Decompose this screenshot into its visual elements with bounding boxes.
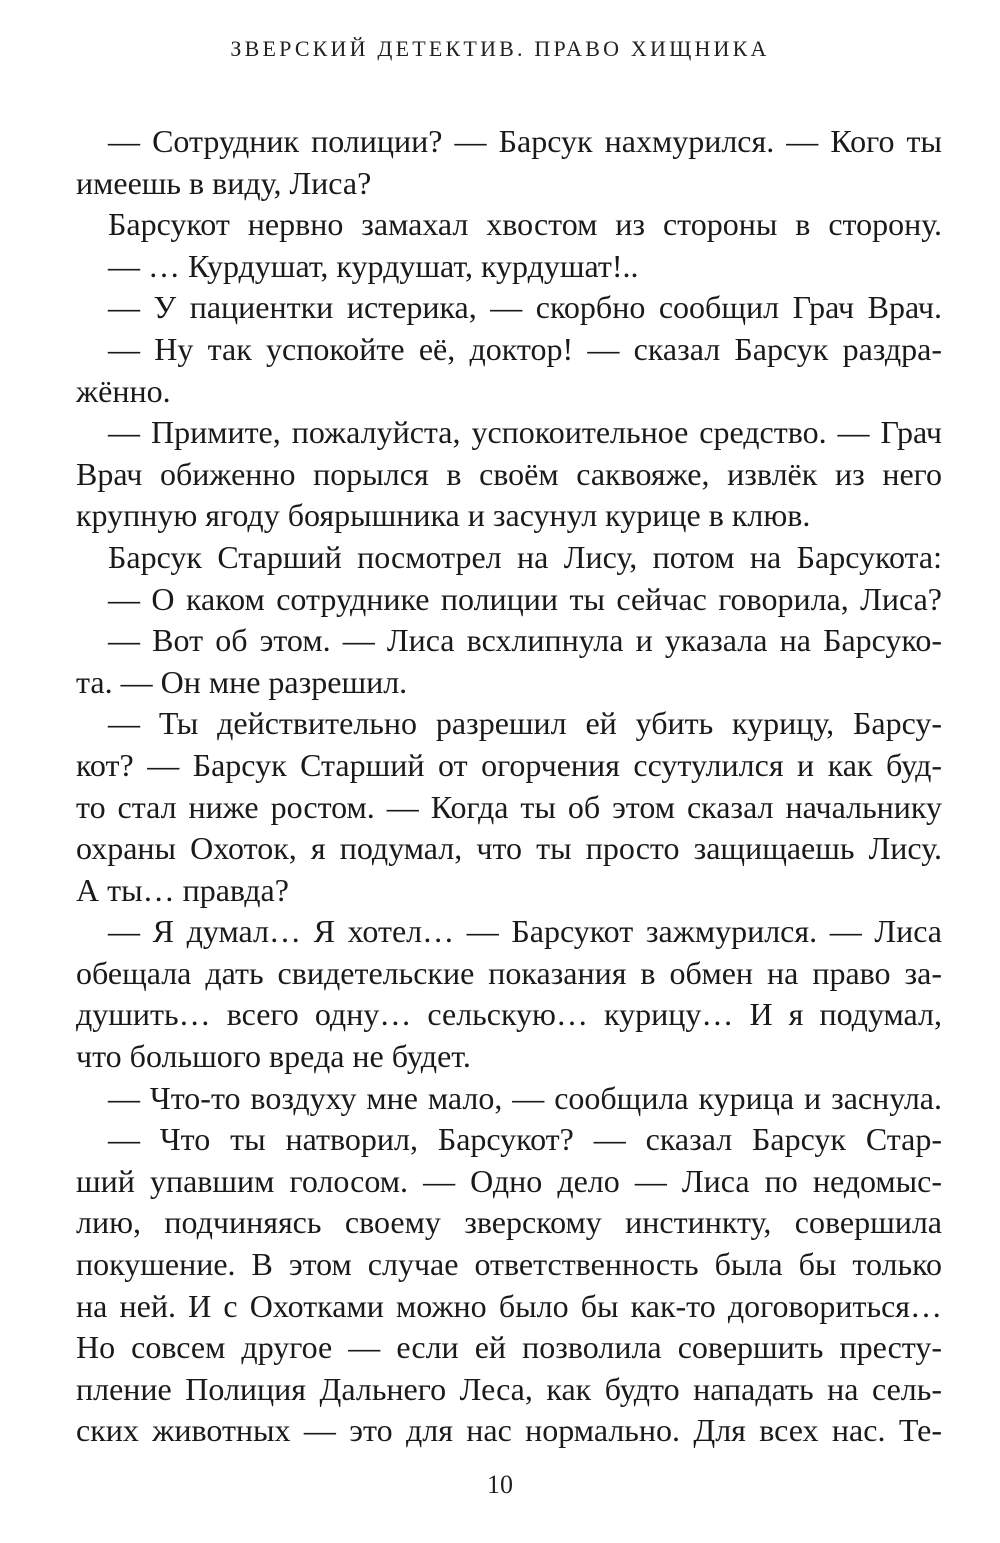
text-line: то стал ниже ростом. — Когда ты об этом сказал начальнику <box>76 788 942 825</box>
text-line: — Примите, пожалуйста, успокоительное средство. — Грач <box>108 414 942 451</box>
text-line: Но совсем другое — если ей позволила совершить престу- <box>76 1329 942 1366</box>
text-line: жённо. <box>76 372 171 409</box>
text-line: — Ну так успокойте её, доктор! — сказал Барсук раздра- <box>108 330 942 367</box>
text-line: Барсукот нервно замахал хвостом из стороны в сторону. <box>108 206 942 243</box>
text-line: — … Курдушат, курдушат, курдушат!.. <box>108 247 639 284</box>
text-line: ских животных — это для нас нормально. Для всех нас. Те- <box>76 1412 942 1449</box>
text-line: обещала дать свидетельские показания в обмен на право за- <box>76 954 942 991</box>
text-line: пление Полиция Дальнего Леса, как будто нападать на сель- <box>76 1370 942 1407</box>
text-line: лию, подчиняясь своему зверскому инстинкту, совершила <box>76 1204 942 1241</box>
text-line: Врач обиженно порылся в своём саквояже, извлёк из него <box>76 455 942 492</box>
text-line: А ты… правда? <box>76 871 289 908</box>
text-line: что большого вреда не будет. <box>76 1038 471 1075</box>
text-line: на ней. И с Охотками можно было бы как-то договориться… <box>76 1287 942 1324</box>
text-line: покушение. В этом случае ответственность была бы только <box>76 1246 942 1283</box>
text-line: та. — Он мне разрешил. <box>76 663 408 700</box>
text-line: — О каком сотруднике полиции ты сейчас говорила, Лиса? <box>108 580 942 617</box>
text-line: — Сотрудник полиции? — Барсук нахмурился. — Кого ты <box>108 123 942 159</box>
text-line: охраны Охоток, я подумал, что ты просто защищаешь Лису. <box>76 830 942 867</box>
text-line: — У пациентки истерика, — скорбно сообщил Грач Врач. <box>108 289 942 326</box>
text-line: — Ты действительно разрешил ей убить курицу, Барсу- <box>108 705 942 742</box>
page-number: 10 <box>487 1470 513 1499</box>
text-line: кот? — Барсук Старший от огорчения ссутулился и как буд- <box>76 746 942 783</box>
text-line: — Что ты натворил, Барсукот? — сказал Барсук Стар- <box>108 1121 942 1158</box>
text-line: ший упавшим голосом. — Одно дело — Лиса по недомыс- <box>76 1162 942 1199</box>
page-body-text <box>76 121 942 1452</box>
text-line: крупную ягоду боярышника и засунул курице в клюв. <box>76 497 811 534</box>
text-line: — Вот об этом. — Лиса всхлипнула и указала на Барсуко- <box>108 622 942 659</box>
text-line: — Что-то воздуху мне мало, — сообщила курица и заснула. <box>108 1079 942 1116</box>
text-line: имеешь в виду, Лиса? <box>76 164 372 201</box>
text-line: — Я думал… Я хотел… — Барсукот зажмурился. — Лиса <box>108 913 942 950</box>
running-header-title: ЗВЕРСКИЙ ДЕТЕКТИВ. ПРАВО ХИЩНИКА <box>230 36 770 61</box>
text-line: Барсук Старший посмотрел на Лису, потом на Барсукота: <box>108 538 942 575</box>
text-line: душить… всего одну… сельскую… курицу… И я подумал, <box>76 996 942 1033</box>
